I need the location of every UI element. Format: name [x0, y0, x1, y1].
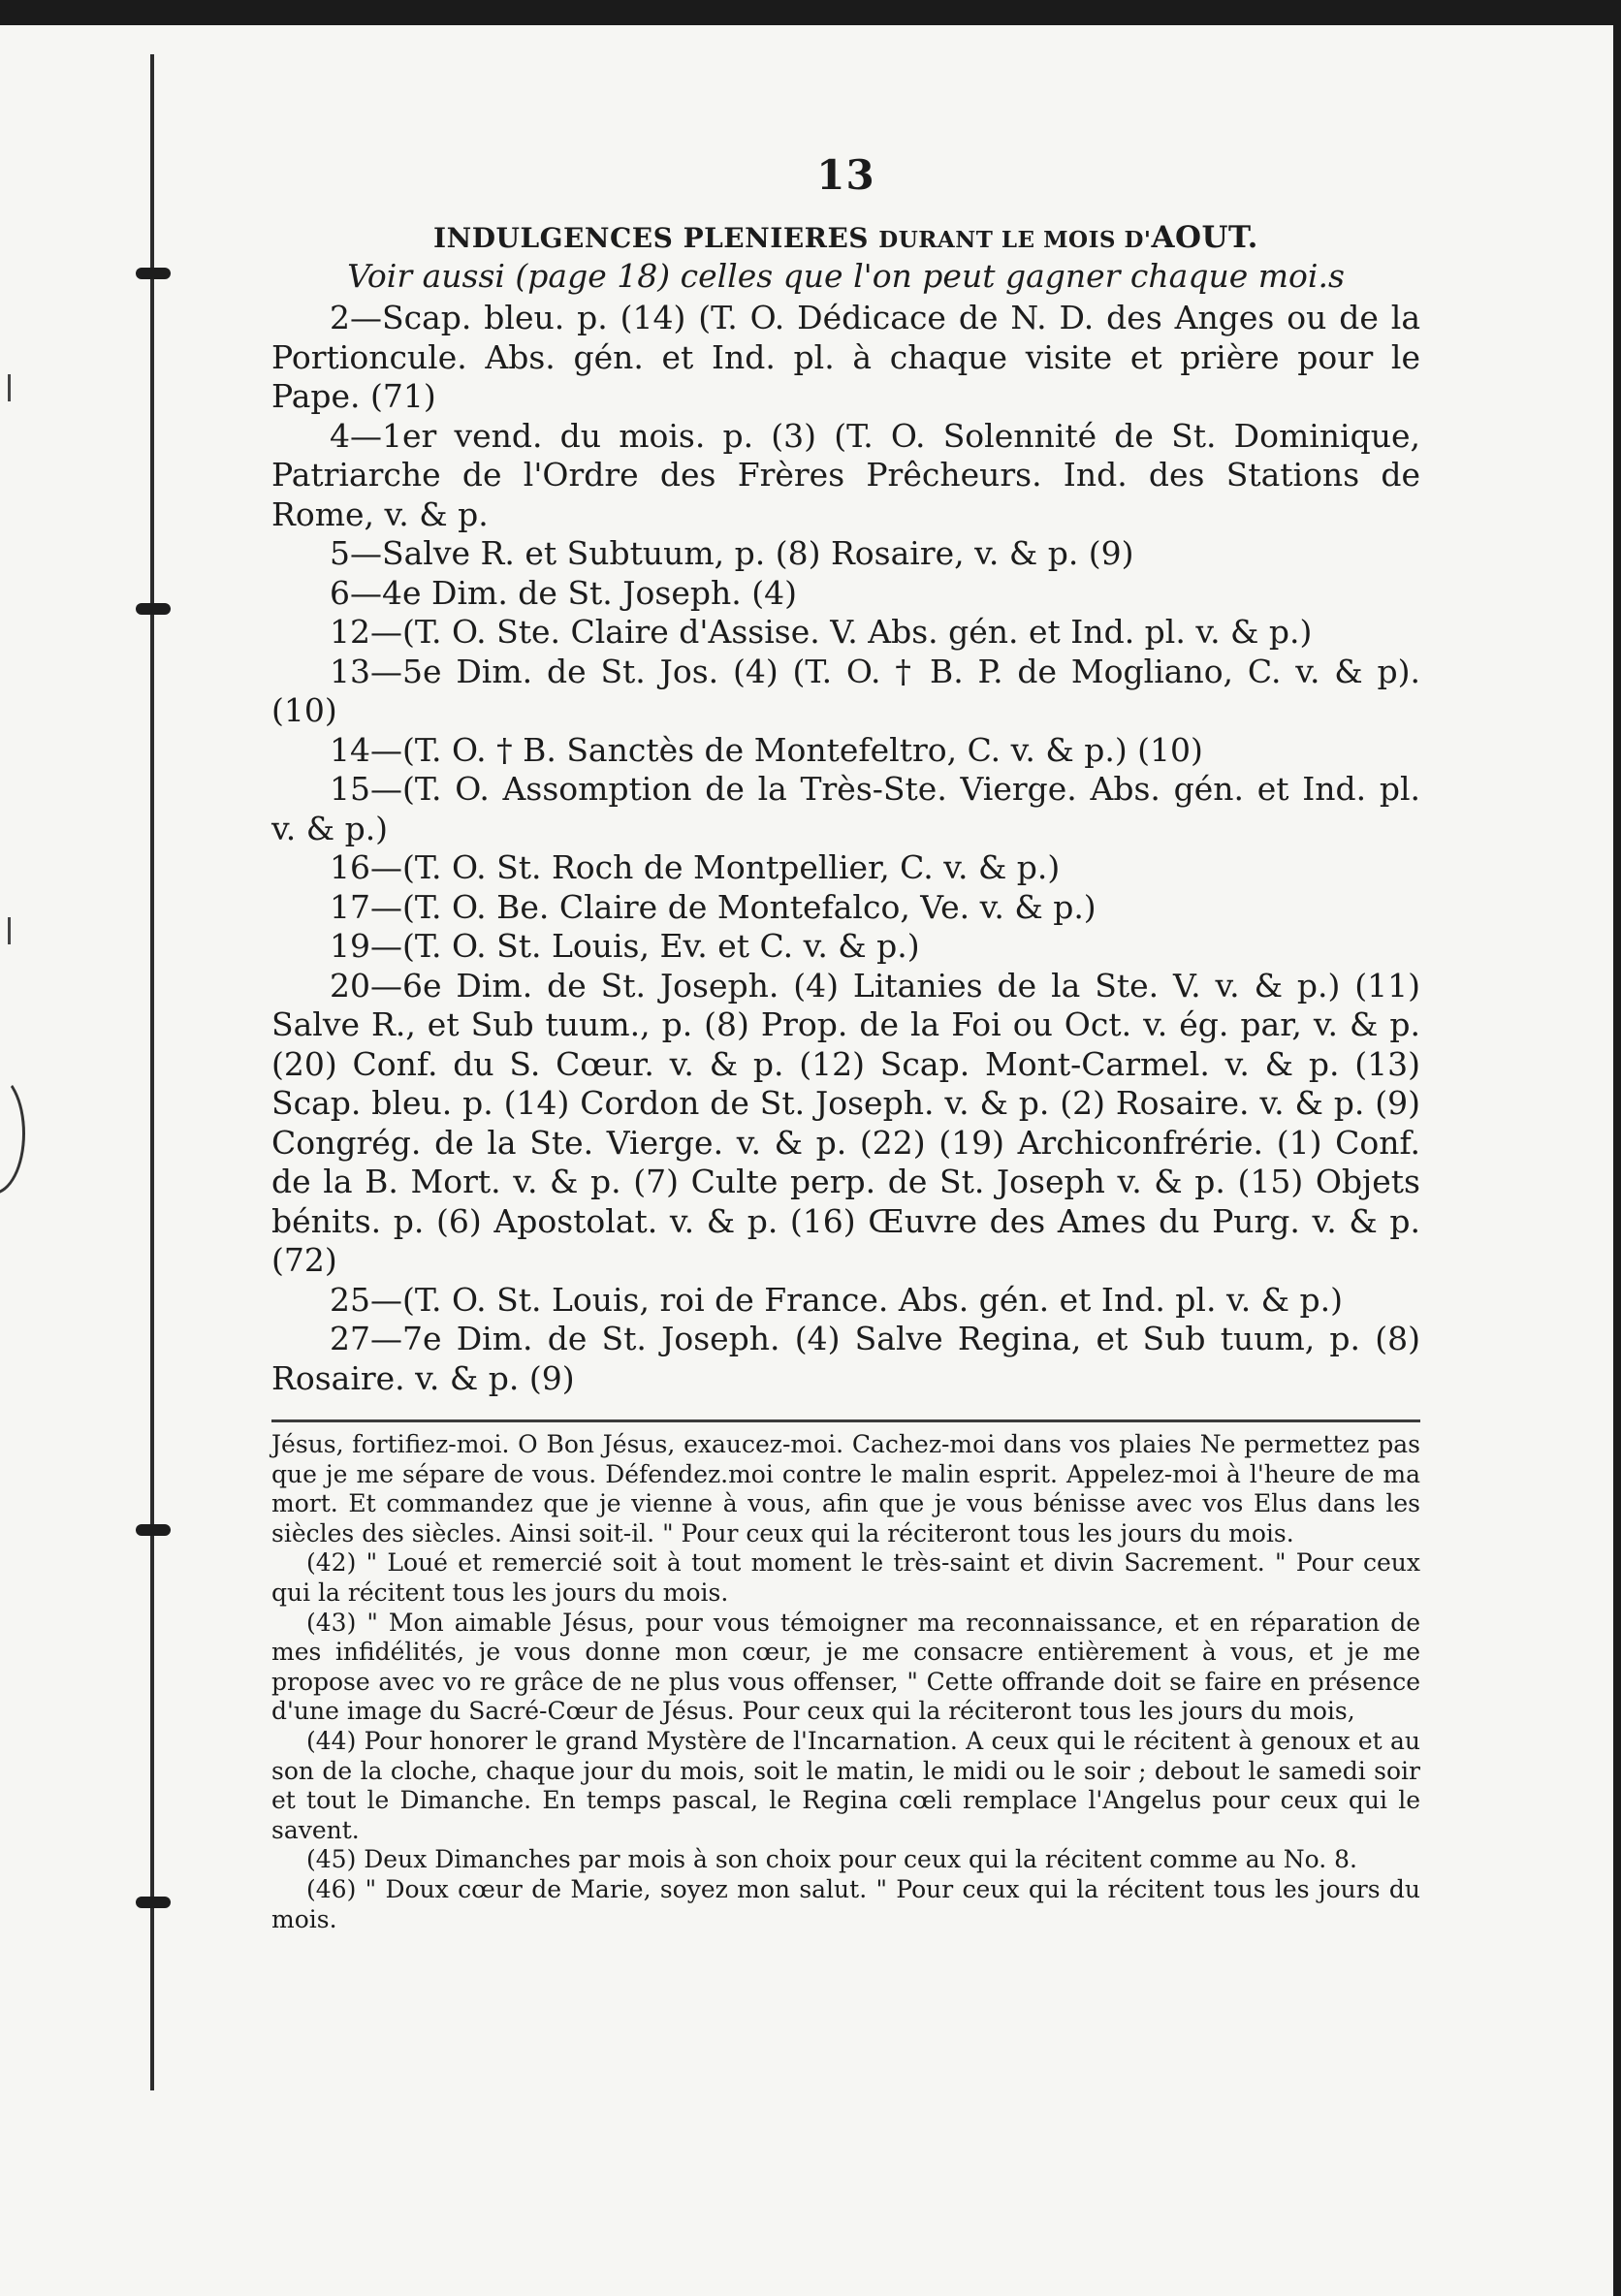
binding-spine — [150, 54, 154, 2090]
footnote: (43) " Mon aimable Jésus, pour vous témoigner ma reconnaissance, et en réparation de mes infidélités, je vous donne mon cœur, je me consacre entièrement à vous, et je me propose avec vo re grâce de ne plus vous offenser, " Cette offrande doit se faire en présence d'une image du Sacré-Cœur de Jésus. Pour ceux qui la réciteront tous les jours du mois, — [271, 1608, 1420, 1726]
entry-item: 6—4e Dim. de St. Joseph. (4) — [330, 573, 797, 612]
entry-item: 2—Scap. bleu. p. (14) (T. O. Dédicace de N. D. des Anges ou de la Portioncule. Abs. gén. et Ind. pl. à chaque visite et prière pour le Pape. (71) — [271, 299, 1420, 415]
section-heading — [271, 220, 1420, 255]
scan-border-top — [0, 0, 1621, 25]
entry-item: 25—(T. O. St. Louis, roi de France. Abs. gén. et Ind. pl. v. & p.) — [330, 1280, 1344, 1319]
entry-item: 15—(T. O. Assomption de la Très-Ste. Vierge. Abs. gén. et Ind. pl. v. & p.) — [271, 770, 1420, 847]
entry-item: 27—7e Dim. de St. Joseph. (4) Salve Regina, et Sub tuum, p. (8) Rosaire. v. & p. (9) — [271, 1320, 1420, 1397]
footnote: (45) Deux Dimanches par mois à son choix pour ceux qui la récitent comme au No. 8. — [306, 1845, 1357, 1874]
binding-stitch — [136, 1524, 171, 1536]
heading-month: AOUT. — [1151, 220, 1258, 255]
section-divider — [271, 1419, 1420, 1422]
entry-item: 4—1er vend. du mois. p. (3) (T. O. Solennité de St. Dominique, Patriarche de l'Ordre des Frères Prêcheurs. Ind. des Stations de Rome, v. & p. — [271, 416, 1420, 533]
footnote: (46) " Doux cœur de Marie, soyez mon salut. " Pour ceux qui la récitent tous les jours du mois. — [271, 1874, 1420, 1933]
binding-stitch — [136, 603, 171, 615]
page-content — [271, 132, 1420, 1934]
page-sheet — [0, 25, 1613, 2296]
page-curl — [0, 1072, 25, 1195]
entry-item: 17—(T. O. Be. Claire de Montefalco, Ve. v. & p.) — [330, 887, 1097, 926]
footnote: Jésus, fortifiez-moi. O Bon Jésus, exaucez-moi. Cachez-moi dans vos plaies Ne permettez pas que je me sépare de vous. Défendez.moi contre le malin esprit. Appelez-moi à l'heure de ma mort. Et commandez que je vienne à vous, afin que je vous bénisse avec vos Elus dans les siècles des siècles. Ainsi soit-il. " Pour ceux qui la réciteront tous les jours du mois. — [271, 1430, 1420, 1547]
edge-mark — [8, 374, 11, 401]
entry-item: 5—Salve R. et Subtuum, p. (8) Rosaire, v. & p. (9) — [330, 534, 1134, 572]
entry-item: 20—6e Dim. de St. Joseph. (4) Litanies de la Ste. V. v. & p.) (11) Salve R., et Sub tuum., p. (8) Prop. de la Foi ou Oct. v. ég. par, v. & p. (20) Conf. du S. Cœur. v. & p. (12) Scap. Mont-Carmel. v. & p. (13) Scap. bleu. p. (14) Cordon de St. Joseph. v. & p. (2) Rosaire. v. & p. (9) Congrég. de la Ste. Vierge. v. & p. (22) (19) Archiconfrérie. (1) Conf. de la B. Mort. v. & p. (7) Culte perp. de St. Joseph v. & p. (15) Objets bénits. p. (6) Apostolat. v. & p. (16) Œuvre des Ames du Purg. v. & p. (72) — [271, 966, 1420, 1279]
entry-item: 16—(T. O. St. Roch de Montpellier, C. v. & p.) — [330, 848, 1061, 886]
entry-item: 14—(T. O. † B. Sanctès de Montefeltro, C. v. & p.) (10) — [330, 730, 1203, 769]
scan-border-right — [1613, 0, 1621, 2296]
entry-item: 13—5e Dim. de St. Jos. (4) (T. O. † B. P. de Mogliano, C. v. & p). (10) — [271, 652, 1420, 729]
binding-stitch — [136, 268, 171, 279]
edge-mark — [8, 917, 11, 944]
footnote: (44) Pour honorer le grand Mystère de l'Incarnation. A ceux qui le récitent à genoux et au son de la cloche, chaque jour du mois, soit le matin, le midi ou le soir ; debout le samedi soir et tout le Dimanche. En temps pascal, le Regina cœli remplace l'Angelus pour ceux qui le savent. — [271, 1726, 1420, 1844]
footnote: (42) " Loué et remercié soit à tout moment le très-saint et divin Sacrement. " Pour ceux qui la récitent tous les jours du mois. — [271, 1548, 1420, 1607]
binding-stitch — [136, 1897, 171, 1908]
page-number: 13 — [816, 151, 875, 199]
heading-small-caps: DURANT LE MOIS D' — [878, 227, 1152, 253]
section-subheading: Voir aussi (page 18) celles que l'on peut gagner chaque moi.s — [347, 257, 1345, 295]
entry-item: 12—(T. O. Ste. Claire d'Assise. V. Abs. gén. et Ind. pl. v. & p.) — [330, 613, 1313, 651]
heading-main: INDULGENCES PLENIERES — [433, 222, 870, 254]
entry-item: 19—(T. O. St. Louis, Ev. et C. v. & p.) — [330, 927, 920, 965]
